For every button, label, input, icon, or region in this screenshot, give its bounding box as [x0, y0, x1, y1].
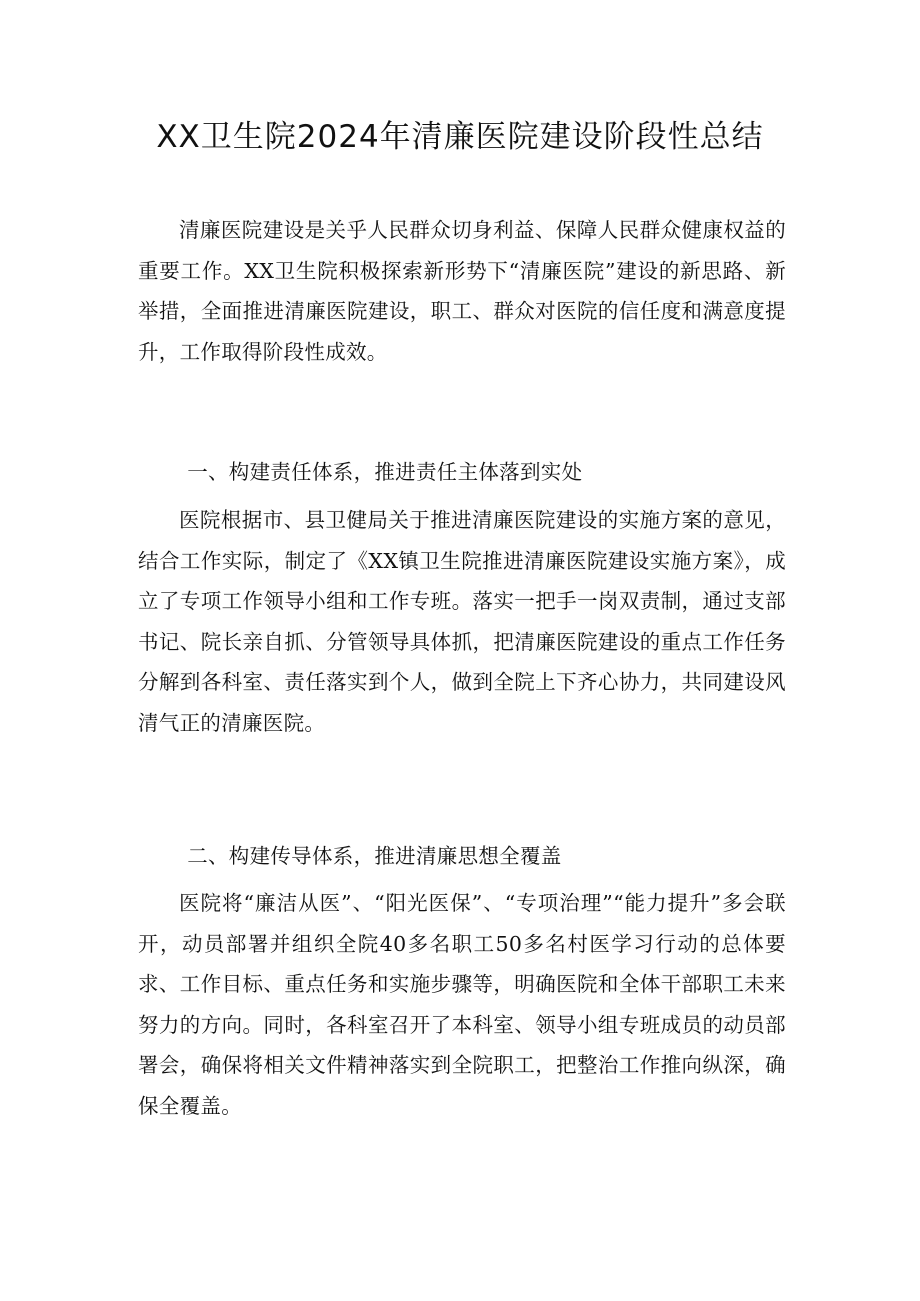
section-heading-2: 二、构建传导体系，推进清廉思想全覆盖: [187, 844, 562, 868]
intro-paragraph: 清廉医院建设是关乎人民群众切身利益、保障人民群众健康权益的重要工作。XX卫生院积极探索新形势下“清廉医院”建设的新思路、新举措，全面推进清廉医院建设，职工、群众对医院的信任度和满意度提升，工作取得阶段性成效。: [138, 218, 786, 364]
section-body-2: 医院将“廉洁从医”、“阳光医保”、“专项治理”“能力提升”多会联开，动员部署并组织全院40多名职工50多名村医学习行动的总体要求、工作目标、重点任务和实施步骤等，明确医院和全体干部职工未来努力的方向。同时，各科室召开了本科室、领导小组专班成员的动员部署会，确保将相关文件精神落实到全院职工，把整治工作推向纵深，确保全覆盖。: [138, 891, 786, 1118]
section-heading-1: 一、构建责任体系，推进责任主体落到实处: [187, 460, 583, 484]
document-title: XX卫生院2024年清廉医院建设阶段性总结: [156, 119, 764, 155]
section-body-1: 医院根据市、县卫健局关于推进清廉医院建设的实施方案的意见，结合工作实际，制定了《XX镇卫生院推进清廉医院建设实施方案》，成立了专项工作领导小组和工作专班。落实一把手一岗双责制，通过支部书记、院长亲自抓、分管领导具体抓，把清廉医院建设的重点工作任务分解到各科室、责任落实到个人，做到全院上下齐心协力，共同建设风清气正的清廉医院。: [138, 508, 786, 735]
